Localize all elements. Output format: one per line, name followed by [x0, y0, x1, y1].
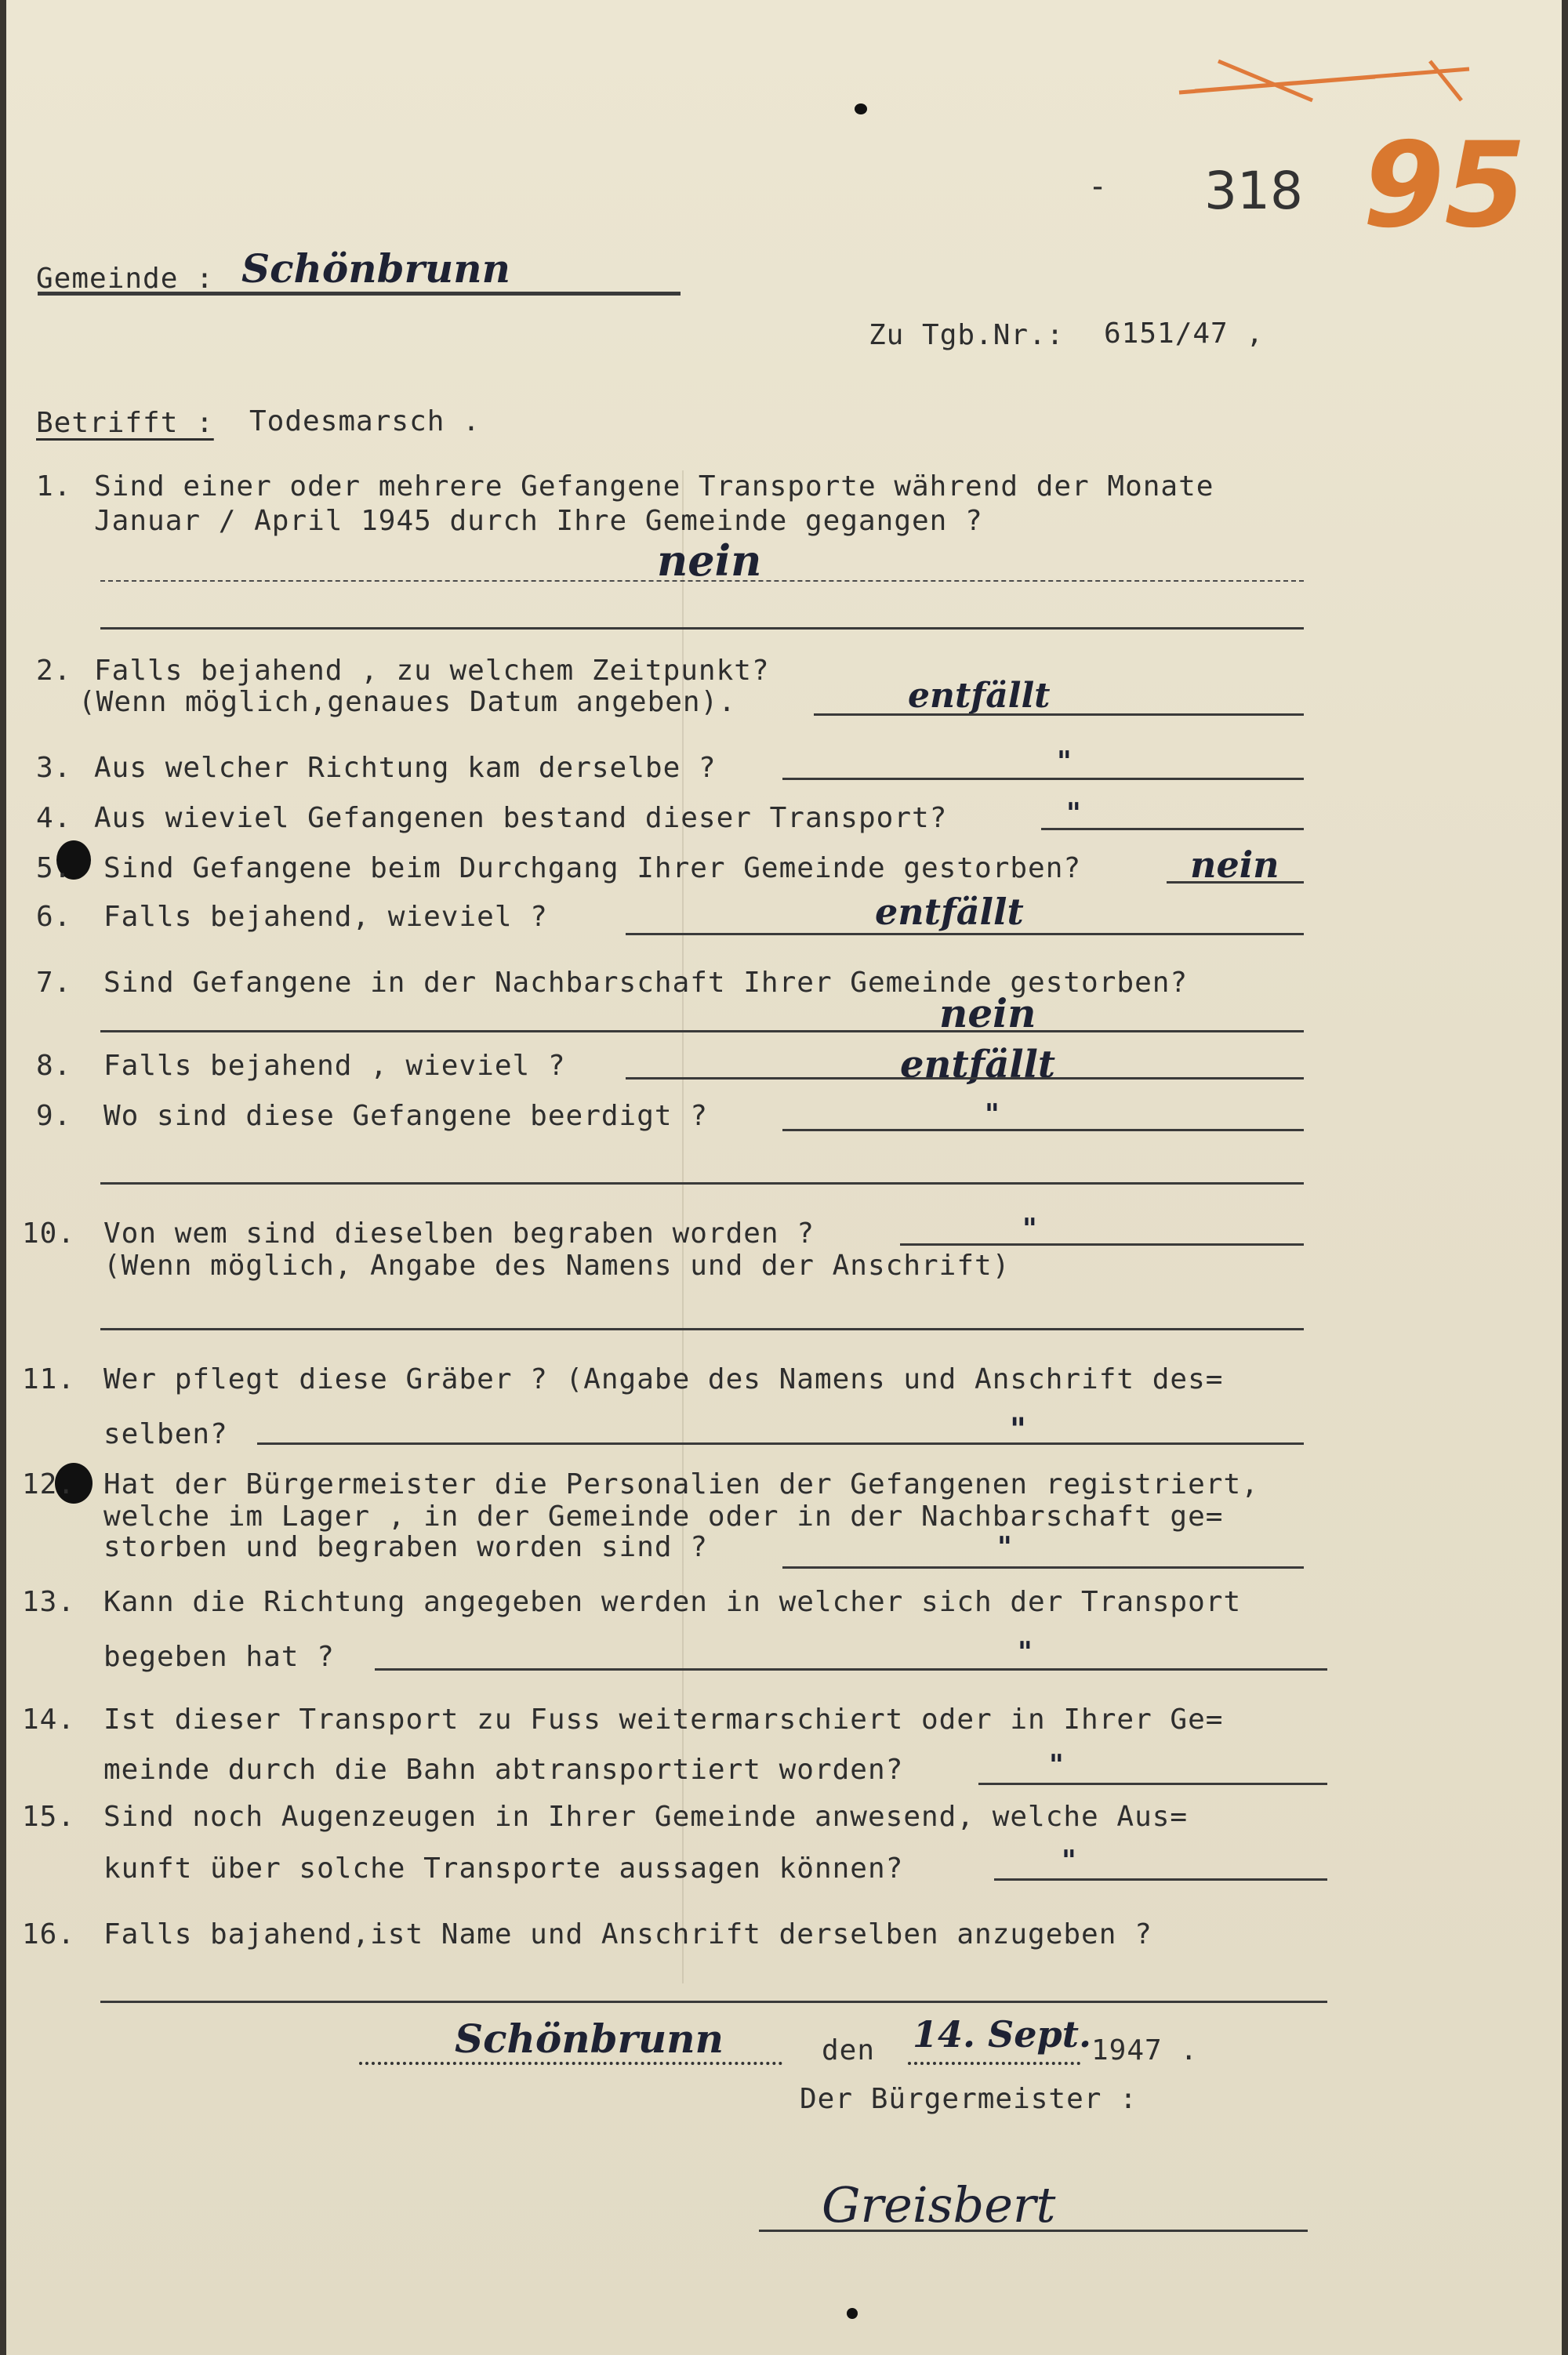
q15-text-line2: kunft über solche Transporte aussagen können?: [103, 1852, 904, 1885]
q2-number: 2.: [36, 655, 72, 687]
q2-text-line2: (Wenn möglich,genaues Datum angeben).: [78, 686, 736, 718]
q8-number: 8.: [36, 1050, 72, 1082]
q14-answer: ": [1049, 1749, 1064, 1782]
q9-number: 9.: [36, 1100, 72, 1132]
q6-text: Falls bejahend, wieviel ?: [103, 901, 548, 933]
q8-text: Falls bejahend , wieviel ?: [103, 1050, 566, 1082]
footer-den: den: [822, 2034, 876, 2067]
q2-answer-line: [814, 713, 1304, 716]
gemeinde-label: Gemeinde :: [36, 263, 214, 295]
q11-text-line1: Wer pflegt diese Gräber ? (Angabe des Namens und Anschrift des=: [103, 1363, 1224, 1395]
q3-answer: ": [1057, 746, 1072, 778]
q13-text-line2: begeben hat ?: [103, 1641, 335, 1673]
q13-text-line1: Kann die Richtung angegeben werden in welcher sich der Transport: [103, 1586, 1242, 1618]
q14-text-line1: Ist dieser Transport zu Fuss weitermarschiert oder in Ihrer Ge=: [103, 1704, 1224, 1736]
q14-text-line2: meinde durch die Bahn abtransportiert worden?: [103, 1754, 904, 1786]
q9-text: Wo sind diese Gefangene beerdigt ?: [103, 1100, 708, 1132]
footer-date: 14. Sept.: [913, 2013, 1091, 2056]
q12-answer-line: [782, 1566, 1304, 1569]
q10-answer: ": [1022, 1213, 1037, 1246]
q15-answer: ": [1062, 1845, 1076, 1878]
page-number: 318: [1204, 161, 1303, 221]
q11-answer-line: [257, 1442, 1304, 1445]
q13-answer-line: [375, 1668, 1327, 1671]
q15-number: 15.: [22, 1801, 76, 1833]
signature-line: [759, 2230, 1308, 2232]
q1-number: 1.: [36, 470, 72, 503]
ink-dot-bottom: [847, 2308, 858, 2319]
mayor-title: Der Bürgermeister :: [800, 2083, 1138, 2115]
q13-number: 13.: [22, 1586, 76, 1618]
q1-extra-line: [100, 627, 1304, 630]
q5-text: Sind Gefangene beim Durchgang Ihrer Gemeinde gestorben?: [103, 852, 1082, 884]
q13-answer: ": [1018, 1636, 1033, 1669]
tgb-label: Zu Tgb.Nr.:: [869, 319, 1065, 351]
q4-answer-line: [1041, 828, 1304, 830]
q8-answer: entfällt: [900, 1043, 1055, 1087]
q9-extra-line: [100, 1182, 1304, 1185]
footer-year: 1947 .: [1091, 2034, 1199, 2067]
q3-answer-line: [782, 778, 1304, 780]
q9-answer: ": [985, 1098, 1000, 1131]
q6-number: 6.: [36, 901, 72, 933]
q1-answer: nein: [657, 535, 762, 586]
q10-text-line2: (Wenn möglich, Angabe des Namens und der Anschrift): [103, 1250, 1011, 1282]
q7-answer-line: [100, 1030, 1304, 1032]
q4-answer: ": [1066, 797, 1081, 830]
q9-answer-line: [782, 1129, 1304, 1131]
q8-answer-line: [626, 1077, 1304, 1080]
gemeinde-underline: [38, 292, 681, 296]
q15-answer-line: [994, 1878, 1327, 1881]
q10-extra-line: [100, 1328, 1304, 1330]
q11-number: 11.: [22, 1363, 76, 1395]
q10-text-line1: Von wem sind dieselben begraben worden ?: [103, 1217, 815, 1250]
q16-number: 16.: [22, 1918, 76, 1950]
q11-answer: ": [1010, 1411, 1026, 1448]
corner-mark: -: [1088, 169, 1109, 205]
q12-text-line2: welche im Lager , in der Gemeinde oder in der Nachbarschaft ge=: [103, 1500, 1224, 1533]
q16-answer-line: [100, 2001, 1327, 2003]
q14-number: 14.: [22, 1704, 76, 1736]
q5-number: 5.: [36, 852, 72, 884]
q12-text-line1: Hat der Bürgermeister die Personalien der Gefangenen registriert,: [103, 1468, 1259, 1500]
q2-answer: entfällt: [908, 676, 1051, 716]
document-sheet: [6, 0, 1562, 2355]
subject-text: Todesmarsch .: [249, 405, 481, 437]
strikethrough-drawing: [1171, 53, 1485, 108]
footer-place: Schönbrunn: [455, 2016, 724, 2062]
q16-text: Falls bajahend,ist Name und Anschrift derselben anzugeben ?: [103, 1918, 1152, 1950]
q4-number: 4.: [36, 802, 72, 834]
q14-answer-line: [978, 1783, 1327, 1785]
q5-answer: nein: [1190, 844, 1279, 886]
q3-number: 3.: [36, 752, 72, 784]
q7-text: Sind Gefangene in der Nachbarschaft Ihrer Gemeinde gestorben?: [103, 967, 1189, 999]
q11-text-line2: selben?: [103, 1418, 228, 1450]
q12-number: 12.: [22, 1468, 76, 1500]
red-annotation: 95: [1363, 118, 1526, 254]
q4-text: Aus wieviel Gefangenen bestand dieser Transport?: [94, 802, 948, 834]
place-dots: [359, 2062, 782, 2065]
q2-text-line1: Falls bejahend , zu welchem Zeitpunkt?: [94, 655, 770, 687]
date-dots: [908, 2062, 1080, 2065]
q1-text-line2: Januar / April 1945 durch Ihre Gemeinde gegangen ?: [94, 505, 983, 537]
q3-text: Aus welcher Richtung kam derselbe ?: [94, 752, 717, 784]
subject-label: Betrifft :: [36, 407, 214, 439]
q12-answer: ": [997, 1531, 1012, 1564]
q10-number: 10.: [22, 1217, 76, 1250]
q5-answer-line: [1167, 881, 1304, 884]
q10-answer-line: [900, 1243, 1304, 1246]
gemeinde-value: Schönbrunn: [241, 245, 510, 292]
ink-dot: [855, 103, 867, 114]
mayor-signature: Greisbert: [822, 2176, 1056, 2233]
q1-text-line1: Sind einer oder mehrere Gefangene Transporte während der Monate: [94, 470, 1214, 503]
q6-answer: entfällt: [875, 891, 1024, 933]
q7-answer: nein: [939, 990, 1036, 1036]
q15-text-line1: Sind noch Augenzeugen in Ihrer Gemeinde anwesend, welche Aus=: [103, 1801, 1189, 1833]
q12-text-line3: storben und begraben worden sind ?: [103, 1531, 708, 1563]
struck-out-mark: [1171, 53, 1485, 108]
q7-number: 7.: [36, 967, 72, 999]
q1-answer-line: [100, 580, 1304, 582]
q6-answer-line: [626, 933, 1304, 935]
tgb-value: 6151/47 ,: [1104, 318, 1265, 350]
